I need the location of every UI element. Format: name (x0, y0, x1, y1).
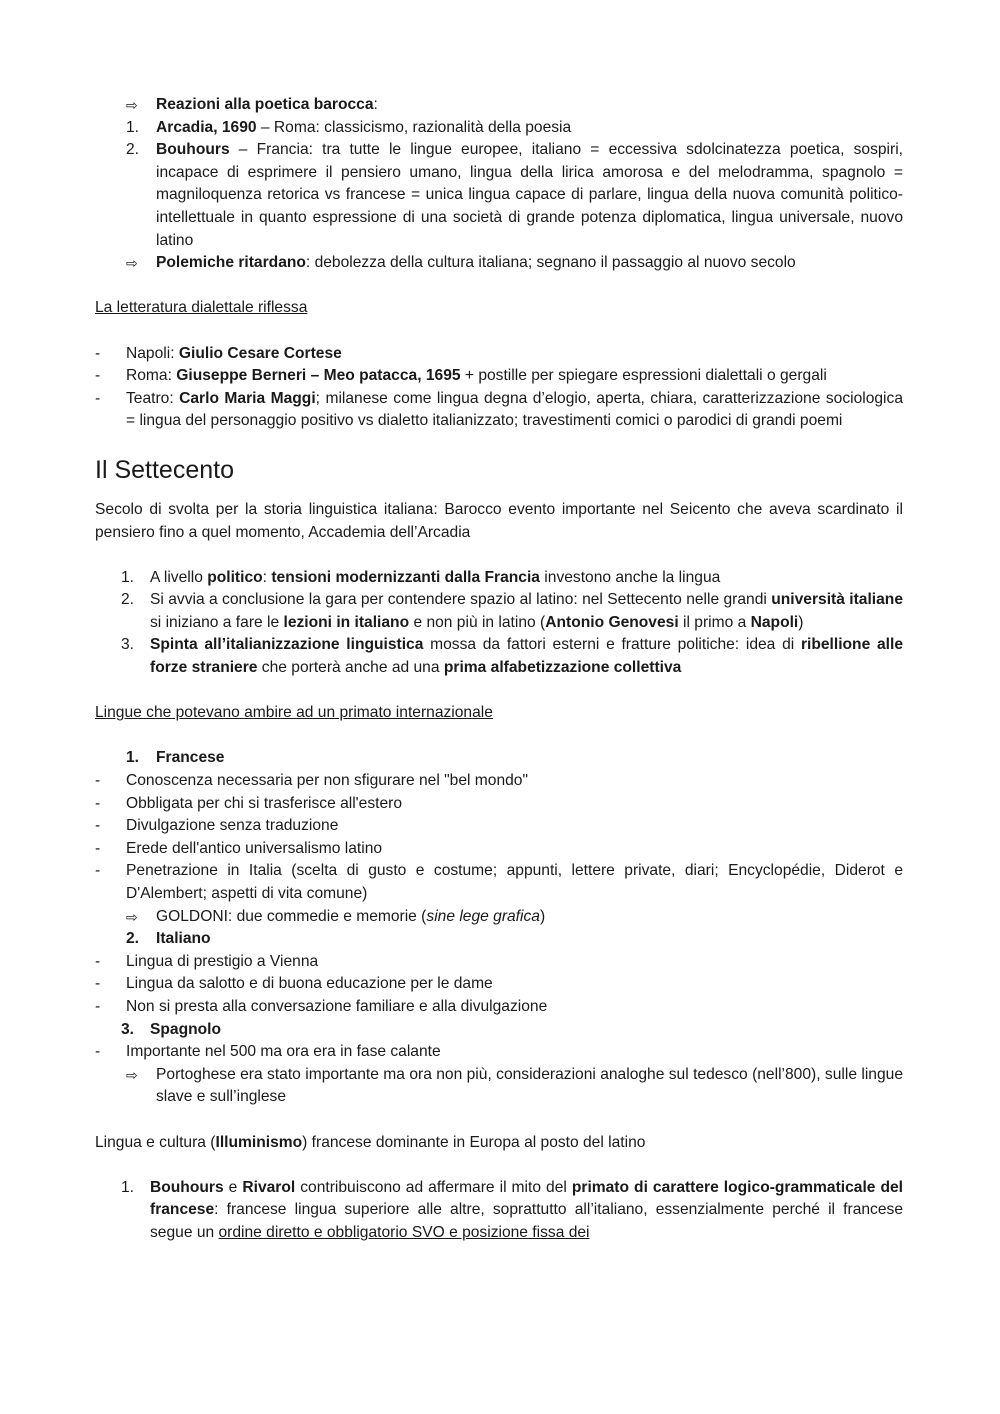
dash-item-roma: - Roma: Giuseppe Berneri – Meo patacca, 1695 + postille per spiegare espressioni dialettali o gergali (95, 367, 827, 385)
arrow-item-goldoni: ⇨ GOLDONI: due commedie e memorie (sine lege grafica) (95, 906, 903, 929)
subheading-spagnolo: 3. Spagnolo (121, 1020, 222, 1038)
dash-item-teatro: - Teatro: Carlo Maria Maggi; milanese come lingua degna d’elogio, aperta, chiara, caratterizzazione sociologica = lingua del personaggio positivo vs dialetto italianizzato; travestimenti comici o parodici di grandi poemi (95, 389, 903, 430)
dash-item: - Penetrazione in Italia (scelta di gusto e costume; appunti, lettere private, diari; Encyclopédie, Diderot e D'Alembert; aspetti di vita comune) (95, 862, 903, 902)
dash-item-napoli: - Napoli: Giulio Cesare Cortese (95, 344, 342, 362)
subheading-francese: 1. Francese (126, 749, 225, 767)
document-body (95, 94, 903, 1245)
list-item-politico: 1. A livello politico: tensioni modernizzanti dalla Francia investono anche la lingua (121, 568, 721, 586)
dash-item: - Conoscenza necessaria per non sfigurare nel "bel mondo" (95, 772, 529, 790)
list-item-bouhours-rivarol: 1. Bouhours e Rivarol contribuiscono ad affermare il mito del primato di carattere logico-grammaticale del francese: francese lingua superiore alle altre, soprattutto all’italiano, essenzialmente perché il francese segue un ordine diretto e obbligatorio SVO e posizione fissa dei (121, 1178, 903, 1241)
dash-item: - Obbligata per chi si trasferisce all'estero (95, 794, 402, 812)
arrow-item-portoghese: ⇨ Portoghese era stato importante ma ora non più, considerazioni analoghe sul tedesco (nell’800), sulle lingue slave e sull’inglese (126, 1065, 903, 1106)
dash-item: - Lingua di prestigio a Vienna (95, 952, 319, 970)
arrow-icon: ⇨ (126, 255, 138, 272)
intro-paragraph: Secolo di svolta per la storia linguistica italiana: Barocco evento importante nel Seicento che aveva scardinato il pensiero fino a quel momento, Accademia dell’Arcadia (95, 500, 903, 541)
list-item-arcadia: 1. Arcadia, 1690 – Roma: classicismo, razionalità della poesia (126, 118, 572, 136)
arrow-item-polemiche: ⇨ Polemiche ritardano: debolezza della cultura italiana; segnano il passaggio al nuovo secolo (95, 252, 903, 275)
section-heading-letteratura: La letteratura dialettale riflessa (95, 299, 308, 317)
dash-item: - Divulgazione senza traduzione (95, 817, 339, 835)
arrow-item-reazioni: ⇨ Reazioni alla poetica barocca: (95, 94, 903, 117)
dash-item: - Importante nel 500 ma ora era in fase calante (95, 1043, 441, 1061)
list-item-universita: 2. Si avvia a conclusione la gara per contendere spazio al latino: nel Settecento nelle grandi università italiane si iniziano a fare le lezioni in italiano e non più in latino (Antonio Genovesi il primo a Napoli) (121, 591, 904, 631)
dash-item: - Lingua da salotto e di buona educazione per le dame (95, 975, 493, 993)
arrow-icon: ⇨ (126, 1066, 138, 1083)
list-item-spinta: 3. Spinta all’italianizzazione linguistica mossa da fattori esterni e fratture politiche: idea di ribellione alle forze straniere che porterà anche ad una prima alfabetizzazione collettiva (121, 636, 903, 677)
page-title: Il Settecento (95, 455, 234, 484)
arrow-icon: ⇨ (126, 908, 138, 925)
subheading-italiano: 2. Italiano (126, 930, 211, 948)
arrow-icon: ⇨ (126, 97, 138, 113)
section-heading-lingue: Lingue che potevano ambire ad un primato internazionale (95, 704, 493, 722)
paragraph-illuminismo: Lingua e cultura (Illuminismo) francese dominante in Europa al posto del latino (95, 1133, 646, 1151)
dash-item: - Non si presta alla conversazione familiare e alla divulgazione (95, 997, 548, 1015)
dash-item: - Erede dell'antico universalismo latino (95, 839, 383, 857)
list-item-bouhours: 2. Bouhours – Francia: tra tutte le lingue europee, italiano = eccessiva sdolcinatezza poetica, sospiri, incapace di esprimere il pensiero umano, lingua della lirica amorosa e del melodramma, spagnolo = magniloquenza retorica vs francese = unica lingua capace di parlare, lingua della nuova comunità politico-intellettuale in quanto espressione di una società di grande potenza diplomatica, lingua universale, nuovo latino (126, 141, 903, 249)
